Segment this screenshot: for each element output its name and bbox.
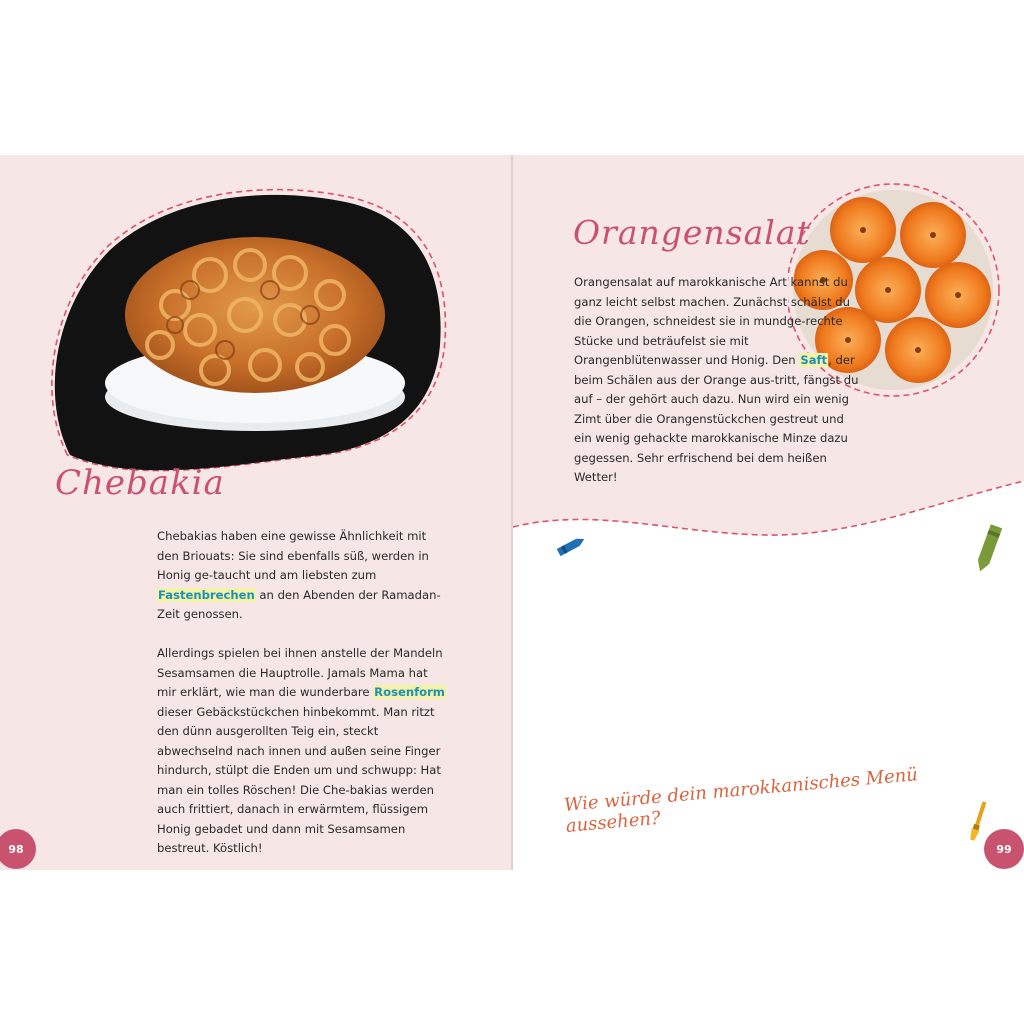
glossary-link-rosenform[interactable]: Rosenform: [374, 685, 445, 699]
green-crayon-icon: [971, 517, 1007, 577]
glossary-link-saft[interactable]: Saft: [800, 353, 828, 367]
orangensalat-text: [574, 273, 864, 488]
menu-question: Wie würde dein marokkanisches Menü aussehen?: [563, 764, 919, 837]
right-page: [513, 155, 1024, 870]
blue-crayon-icon: [553, 535, 589, 557]
page-number-right: 99: [984, 829, 1024, 869]
chebakia-paragraph-2: Allerdings spielen bei ihnen anstelle der Mandeln Sesamsamen die Hauptrolle. Jamals Mama hat mir erklärt, wie man die wunderbare Rosenform dieser Gebäckstückchen hinbekommt. Man ritzt den dünn ausgerollten Teig ein, steckt abwechselnd nach innen und außen seine Finger hindurch, stülpt die Enden um und schwupp: Hat man ein tolles Röschen! Die Che-bakias werden auch frittiert, danach in erwärmtem, flüssigem Honig gebadet und dann mit Sesamsamen bestreut. Köstlich!: [157, 646, 445, 855]
chebakia-paragraph-1: Chebakias haben eine gewisse Ähnlichkeit mit den Briouats: Sie sind ebenfalls süß, werden in Honig ge-taucht und am liebsten zum Fastenbrechen an den Abenden der Ramadan-Zeit genossen.: [157, 529, 441, 621]
chebakia-text: [157, 527, 447, 859]
page-number-left: 98: [0, 829, 36, 869]
chebakia-title: Chebakia: [55, 463, 225, 503]
left-page: [0, 155, 511, 870]
book-spread: [0, 155, 1024, 870]
chebakia-photo: [0, 155, 511, 485]
orangensalat-title: Orangensalat: [573, 213, 811, 252]
orangensalat-paragraph: Orangensalat auf marokkanische Art kannst du ganz leicht selbst machen. Zunächst schälst du die Orangen, schneidest sie in mundge-rechte Stücke und beträufelst sie mit Orangenblütenwasser und Honig. Den Saft, der beim Schälen aus der Orange aus-tritt, fängst du auf – der gehört auch dazu. Nun wird ein wenig Zimt über die Orangenstückchen gestreut und ein wenig gehackte marokkanische Minze dazu gegessen. Sehr erfrischend bei dem heißen Wetter!: [574, 275, 859, 484]
glossary-link-fastenbrechen[interactable]: Fastenbrechen: [158, 587, 255, 602]
